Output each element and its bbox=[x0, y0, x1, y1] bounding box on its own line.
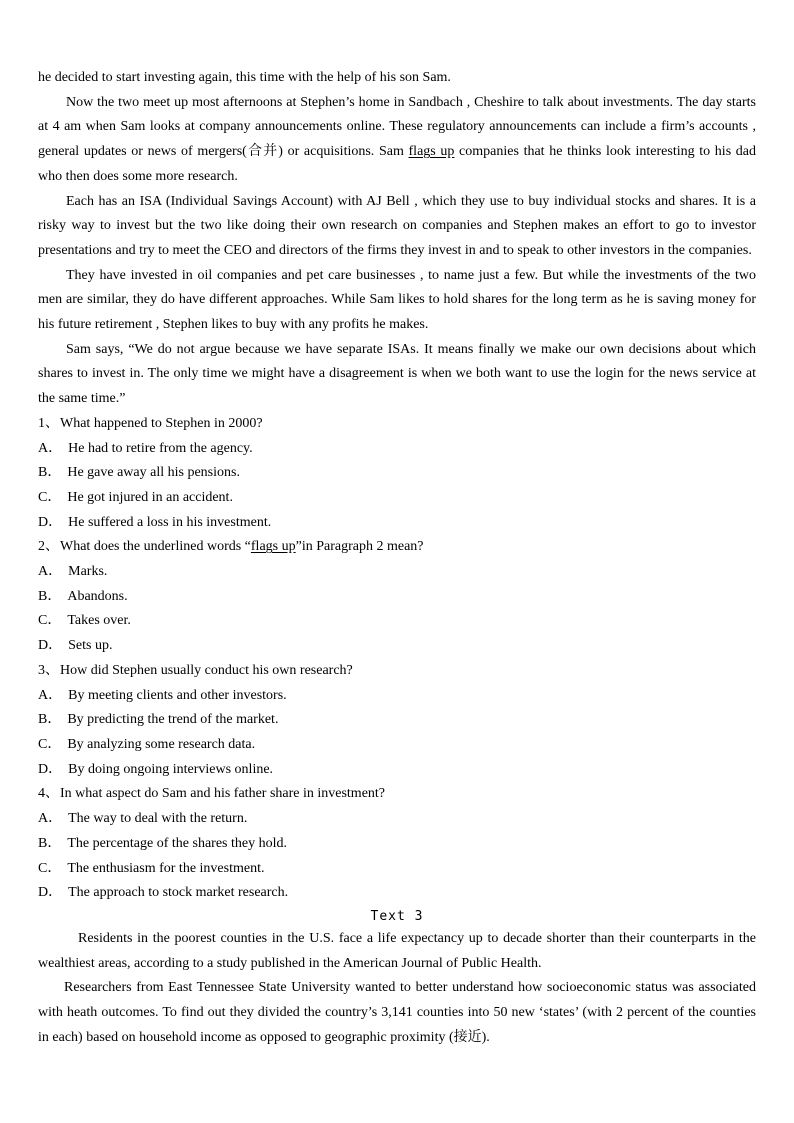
option-text: By predicting the trend of the market. bbox=[67, 712, 279, 728]
option-letter: C． bbox=[38, 860, 62, 876]
text-run: What happened to Stephen in 2000? bbox=[60, 415, 263, 431]
question-stem bbox=[38, 535, 756, 560]
text-run: Sam says, “We do not argue because we have separate ISAs. It means finally we make our own decisions about which shares to invest in. The only time we might have a disagreement is when we both want to use the login for the news service at the same time.” bbox=[38, 341, 756, 407]
underlined-phrase: flags up bbox=[408, 144, 455, 160]
option-letter: C． bbox=[38, 613, 62, 629]
option-text: He suffered a loss in his investment. bbox=[68, 514, 272, 530]
option-letter: A． bbox=[38, 811, 63, 827]
text-run: Each has an ISA (Individual Savings Account) with AJ Bell , which they use to buy individual stocks and shares. It is a risky way to invest but the two like doing their own research on companies and Stephen makes an effort to go to investor presentations and try to meet the CEO and directors of the firms they invest in and to speak to other investors in the companies. bbox=[38, 193, 756, 258]
question-block bbox=[38, 782, 756, 906]
option-text: Sets up. bbox=[68, 638, 113, 654]
option-letter: D． bbox=[38, 761, 63, 777]
question-number: 4、 bbox=[38, 786, 59, 802]
article-top bbox=[38, 66, 756, 412]
option-letter: A． bbox=[38, 564, 63, 580]
question-stem bbox=[38, 412, 756, 437]
question-block bbox=[38, 535, 756, 659]
paragraph bbox=[38, 91, 756, 190]
text-run: What does the underlined words “ bbox=[60, 539, 251, 555]
text-run: companies that he thinks look interesting to his dad who then does some more research. bbox=[38, 144, 757, 184]
option-text: The way to deal with the return. bbox=[68, 811, 248, 827]
paragraph bbox=[38, 264, 756, 338]
option-letter: B． bbox=[38, 588, 62, 604]
answer-option bbox=[38, 486, 756, 511]
option-letter: B． bbox=[38, 465, 62, 481]
answer-option bbox=[38, 461, 756, 486]
paragraph bbox=[38, 976, 756, 1050]
question-number: 3、 bbox=[38, 662, 59, 678]
question-block bbox=[38, 659, 756, 783]
answer-option bbox=[38, 881, 756, 906]
paragraph bbox=[38, 927, 756, 976]
option-text: Marks. bbox=[68, 564, 108, 580]
option-text: He had to retire from the agency. bbox=[68, 440, 253, 456]
paragraph bbox=[38, 190, 756, 264]
text-run: How did Stephen usually conduct his own research? bbox=[60, 662, 353, 678]
answer-option bbox=[38, 634, 756, 659]
paragraph bbox=[38, 338, 756, 412]
option-letter: D． bbox=[38, 514, 63, 530]
option-text: He got injured in an accident. bbox=[67, 489, 233, 505]
question-stem bbox=[38, 782, 756, 807]
option-letter: B． bbox=[38, 835, 62, 851]
option-text: The approach to stock market research. bbox=[68, 885, 289, 901]
option-letter: C． bbox=[38, 489, 62, 505]
answer-option bbox=[38, 733, 756, 758]
answer-option bbox=[38, 511, 756, 536]
text-run: In what aspect do Sam and his father share in investment? bbox=[60, 786, 386, 802]
option-letter: C． bbox=[38, 736, 62, 752]
answer-option bbox=[38, 684, 756, 709]
answer-option bbox=[38, 832, 756, 857]
answer-option bbox=[38, 758, 756, 783]
option-letter: D． bbox=[38, 885, 63, 901]
option-text: He gave away all his pensions. bbox=[67, 465, 240, 481]
option-letter: A． bbox=[38, 440, 63, 456]
text-run: he decided to start investing again, this time with the help of his son Sam. bbox=[38, 70, 451, 85]
option-letter: D． bbox=[38, 638, 63, 654]
question-block bbox=[38, 412, 756, 536]
option-text: The percentage of the shares they hold. bbox=[67, 835, 287, 851]
option-text: By meeting clients and other investors. bbox=[68, 687, 287, 703]
option-text: By doing ongoing interviews online. bbox=[68, 761, 274, 777]
answer-option bbox=[38, 609, 756, 634]
paragraph bbox=[38, 66, 756, 91]
option-text: Takes over. bbox=[67, 613, 131, 629]
option-letter: B． bbox=[38, 712, 62, 728]
underlined-phrase: flags up bbox=[250, 539, 296, 555]
answer-option bbox=[38, 585, 756, 610]
answer-option bbox=[38, 708, 756, 733]
option-text: Abandons. bbox=[67, 588, 128, 604]
text-run: Residents in the poorest counties in the U.S. face a life expectancy up to decade shorter than their counterparts in the wealthiest areas, according to a study published in the American Journal of Public Health. bbox=[38, 930, 756, 971]
text-run: ”in Paragraph 2 mean? bbox=[295, 539, 424, 555]
text-run: They have invested in oil companies and pet care businesses , to name just a few. But while the investments of the two men are similar, they do have different approaches. While Sam likes to hold shares for the long term as he is saving money for his future retirement , Stephen likes to buy with any profits he makes. bbox=[38, 267, 756, 333]
question-number: 2、 bbox=[38, 539, 59, 555]
answer-option bbox=[38, 857, 756, 882]
question-stem bbox=[38, 659, 756, 684]
question-list bbox=[38, 412, 756, 906]
option-letter: A． bbox=[38, 687, 63, 703]
text-run: Researchers from East Tennessee State University wanted to better understand how socioeconomic status was associated with heath outcomes. To find out they divided the country’s 3,141 counties into 50 new ‘states’ (with 2 percent of the counties in each) based on household income as opposed to geographic proximity (接近). bbox=[38, 980, 756, 1045]
option-text: The enthusiasm for the investment. bbox=[67, 860, 265, 876]
option-text: By analyzing some research data. bbox=[67, 736, 256, 752]
answer-option bbox=[38, 560, 756, 585]
question-number: 1、 bbox=[38, 415, 59, 431]
article-bottom bbox=[38, 927, 756, 1051]
answer-option bbox=[38, 807, 756, 832]
section-heading: Text 3 bbox=[370, 908, 424, 924]
answer-option bbox=[38, 437, 756, 462]
text-run: Now the two meet up most afternoons at Stephen’s home in Sandbach , Cheshire to talk about investments. The day starts at 4 am when Sam looks at company announcements online. These regulatory announcements can include a firm’s accounts , general updates or news of mergers(合并) or acquisitions. Sam bbox=[38, 94, 756, 160]
